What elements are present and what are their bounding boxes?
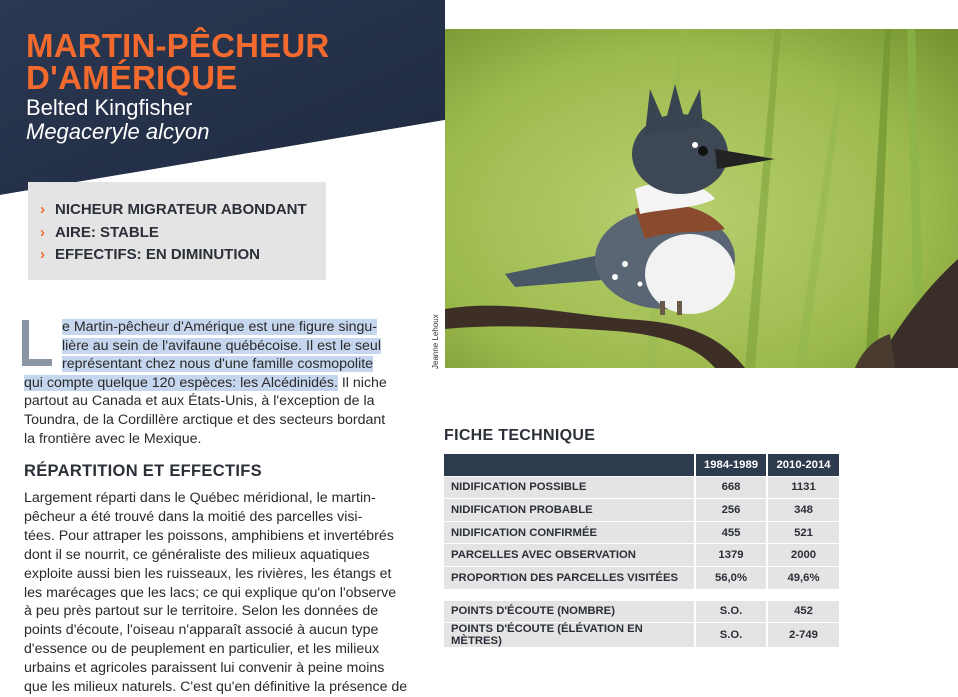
table-row: NIDIFICATION PROBABLE 256 348	[444, 499, 839, 521]
table-header-row: 1984-1989 2010-2014	[444, 454, 839, 476]
status-item: › AIRE: STABLE	[40, 222, 326, 245]
common-name: Belted Kingfisher	[26, 95, 193, 120]
table-row: NIDIFICATION CONFIRMÉE 455 521	[444, 522, 839, 544]
photo-credit: Jeanne Lehoux	[431, 314, 440, 369]
chevron-right-icon: ›	[40, 201, 45, 218]
status-item: › EFFECTIFS: EN DIMINUTION	[40, 244, 326, 267]
table-spacer	[444, 590, 839, 600]
latin-name: Megaceryle alcyon	[26, 119, 210, 144]
section-heading: RÉPARTITION ET EFFECTIFS	[24, 462, 262, 480]
fiche-table	[444, 453, 839, 648]
status-item: › NICHEUR MIGRATEUR ABONDANT	[40, 199, 326, 222]
kingfisher-photo	[445, 29, 958, 368]
fiche-heading: FICHE TECHNIQUE	[444, 427, 596, 444]
chevron-right-icon: ›	[40, 246, 45, 263]
intro-paragraph: e Martin-pêcheur d'Amérique est une figure singu- lière au sein de l'avifaune québécoise. Il est le seul représentant chez nous d'une famille cosmopolite qui compte quelque 120 espèces: les Alcédinidés. Il niche partout au Canada et aux États-Unis, à l'exception de la Toundra, de la Cordillère arctique et des secteurs bordant la frontière avec le Mexique.	[24, 319, 387, 447]
table-row: PROPORTION DES PARCELLES VISITÉES 56,0% 49,6%	[444, 567, 839, 589]
species-title: MARTIN-PÊCHEUR D'AMÉRIQUE	[26, 27, 330, 96]
table-row: NIDIFICATION POSSIBLE 668 1131	[444, 477, 839, 499]
table-row: POINTS D'ÉCOUTE (NOMBRE) S.O. 452	[444, 601, 839, 623]
table-row: PARCELLES AVEC OBSERVATION 1379 2000	[444, 544, 839, 566]
status-box	[28, 182, 326, 280]
section-body: Largement réparti dans le Québec méridional, le martin- pêcheur a été trouvé dans la moitié des parcelles visi- tées. Pour attraper les poissons, amphibiens et invertébrés dont il se nourrit, ce généraliste des milieux aquatiques exploite aussi bien les ruisseaux, les rivières, les étangs et les marécages que les lacs; ce qui explique qu'on l'observe à peu près partout sur le territoire. Selon les données de points d'écoute, l'oiseau n'apparaît associé à aucun type d'essence ou de peuplement en particulier, et les milieux urbains et agricoles paraissent lui convenir à peine moins que les milieux naturels. C'est qu'en définitive la présence de	[24, 490, 408, 696]
chevron-right-icon: ›	[40, 223, 45, 241]
table-row: POINTS D'ÉCOUTE (ÉLÉVATION EN MÈTRES) S.O. 2-749	[444, 623, 839, 647]
